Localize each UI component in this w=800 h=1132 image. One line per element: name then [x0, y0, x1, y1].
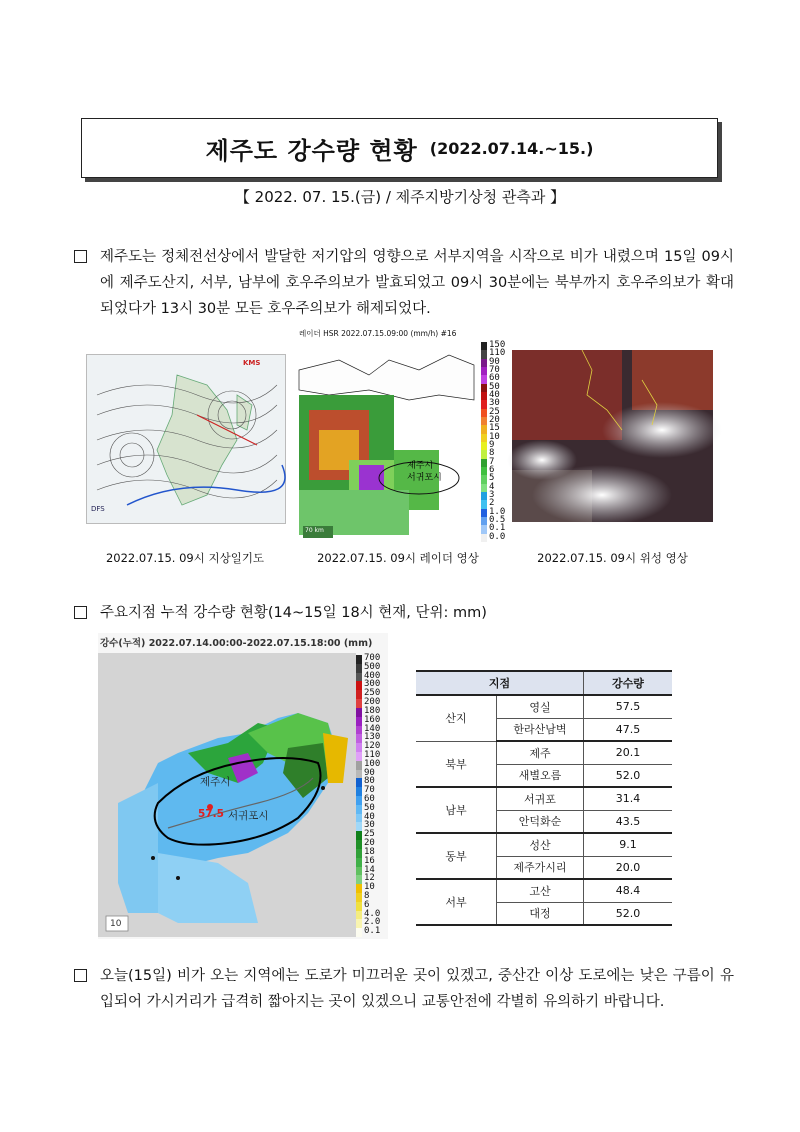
- accum-legend-swatch: [356, 814, 362, 823]
- accum-legend-swatch: [356, 778, 362, 787]
- accum-legend-swatch: [356, 840, 362, 849]
- accum-legend-label: 500: [364, 661, 381, 672]
- table-row: [416, 879, 672, 902]
- checkbox-bullet-icon: [74, 606, 87, 619]
- table-value: 48.4: [584, 879, 673, 902]
- radar-legend-label: 150: [489, 340, 506, 350]
- table-station: 대정: [497, 902, 584, 925]
- radar-legend-swatch: [481, 500, 487, 508]
- radar-legend-label: 6: [489, 465, 495, 475]
- title-period: (2022.07.14.~15.): [429, 138, 594, 158]
- table-value: 52.0: [584, 764, 673, 787]
- radar-legend-swatch: [481, 517, 487, 525]
- radar-legend-swatch: [481, 434, 487, 442]
- radar-city1: 제주시: [407, 461, 434, 471]
- radar-legend-label: 0.5: [489, 515, 506, 525]
- accum-legend-swatch: [356, 867, 362, 876]
- table-station: 제주가시리: [497, 856, 584, 879]
- accum-legend-swatch: [356, 884, 362, 893]
- accum-legend-label: 18: [364, 846, 375, 857]
- title-main: 제주도 강수량 현황: [205, 136, 418, 165]
- radar-legend-swatch: [481, 375, 487, 383]
- radar-legend-label: 15: [489, 423, 500, 434]
- accum-legend-label: 110: [364, 749, 381, 760]
- table-region: 동부: [416, 833, 497, 879]
- table-value: 47.5: [584, 718, 673, 741]
- accum-legend-swatch: [356, 761, 362, 770]
- accum-legend: [356, 655, 388, 937]
- accum-legend-swatch: [356, 893, 362, 902]
- weather-map-graphic: [87, 355, 285, 523]
- radar-legend-swatch: [481, 484, 487, 492]
- radar-legend-label: 0.0: [489, 531, 506, 542]
- table-region: 서부: [416, 879, 497, 925]
- radar-legend-swatch: [481, 409, 487, 417]
- radar-legend-swatch: [481, 367, 487, 375]
- accum-legend-swatch: [356, 664, 362, 673]
- rainfall-table: [416, 670, 672, 926]
- radar-legend: [481, 340, 506, 542]
- radar-legend-label: 1.0: [489, 506, 506, 517]
- radar-graphic: [299, 340, 479, 544]
- accum-legend-swatch: [356, 708, 362, 717]
- weather-map-image: [86, 354, 286, 524]
- table-region: 산지: [416, 695, 497, 741]
- page-title: [82, 119, 717, 177]
- accum-legend-label: 700: [364, 653, 381, 663]
- table-station: 새별오름: [497, 764, 584, 787]
- accum-legend-label: 16: [364, 855, 375, 866]
- accum-legend-label: 100: [364, 758, 381, 769]
- accum-legend-label: 250: [364, 688, 381, 699]
- paragraph-2-text: 오늘(15일) 비가 오는 지역에는 도로가 미끄러운 곳이 있겠고, 중산간 이상 도로에는 낮은 구름이 유입되어 가시거리가 급격히 짧아지는 곳이 있겠으니 교통안전에 각별히 유의하기 바랍니다.: [100, 968, 734, 1010]
- section-2-heading: [74, 600, 734, 626]
- table-value: 9.1: [584, 833, 673, 856]
- table-station: 한라산남벽: [497, 718, 584, 741]
- accum-legend-label: 50: [364, 802, 375, 813]
- table-station: 고산: [497, 879, 584, 902]
- accum-legend-label: 70: [364, 785, 375, 796]
- radar-city2: 서귀포시: [407, 473, 442, 483]
- accum-legend-label: 130: [364, 732, 381, 743]
- radar-legend-swatch: [481, 475, 487, 483]
- radar-legend-swatch: [481, 442, 487, 450]
- rainfall-table-wrap: [416, 670, 672, 926]
- accum-city1: 제주시: [200, 776, 231, 788]
- accum-legend-swatch: [356, 726, 362, 735]
- title-box: [81, 118, 718, 178]
- radar-legend-swatch: [481, 359, 487, 367]
- accum-legend-swatch: [356, 849, 362, 858]
- radar-legend-label: 9: [489, 440, 495, 450]
- accum-legend-swatch: [356, 673, 362, 682]
- accum-legend-swatch: [356, 690, 362, 699]
- radar-legend-swatch: [481, 492, 487, 500]
- weather-map-label-dfs: DFS: [91, 505, 105, 513]
- radar-legend-swatch: [481, 459, 487, 467]
- radar-legend-swatch: [481, 417, 487, 425]
- accum-legend-label: 80: [364, 776, 375, 787]
- table-row: [416, 787, 672, 810]
- table-value: 57.5: [584, 695, 673, 718]
- radar-legend-label: 110: [489, 348, 506, 359]
- table-row: [416, 833, 672, 856]
- radar-legend-swatch: [481, 400, 487, 408]
- accum-city2: 서귀포시: [228, 810, 269, 822]
- accum-legend-swatch: [356, 681, 362, 690]
- accum-legend-label: 60: [364, 794, 375, 804]
- table-station: 제주: [497, 741, 584, 764]
- radar-legend-label: 3: [489, 490, 495, 500]
- accum-legend-label: 40: [364, 811, 375, 822]
- radar-legend-label: 2: [489, 498, 495, 509]
- radar-legend-label: 7: [489, 456, 495, 467]
- accum-legend-swatch: [356, 875, 362, 884]
- checkbox-bullet-icon: [74, 969, 87, 982]
- radar-legend-swatch: [481, 425, 487, 433]
- radar-legend-label: 40: [489, 390, 500, 400]
- radar-legend-label: 4: [489, 481, 495, 492]
- accum-max-value: 57.5: [198, 808, 224, 820]
- accum-legend-swatch: [356, 805, 362, 814]
- table-station: 영실: [497, 695, 584, 718]
- accum-legend-swatch: [356, 822, 362, 831]
- accum-legend-label: 200: [364, 697, 381, 708]
- radar-legend-label: 50: [489, 381, 500, 392]
- accum-legend-label: 25: [364, 829, 375, 840]
- accum-scale: 10: [110, 919, 122, 929]
- table-header-station: 지점: [416, 671, 584, 695]
- radar-legend-swatch: [481, 534, 487, 542]
- radar-legend-label: 0.1: [489, 523, 506, 534]
- accum-legend-label: 120: [364, 741, 381, 752]
- satellite-graphic: [512, 350, 713, 522]
- accum-legend-swatch: [356, 743, 362, 752]
- radar-legend-swatch: [481, 509, 487, 517]
- paragraph-1: [74, 244, 734, 322]
- accum-legend-label: 160: [364, 714, 381, 725]
- table-region: 북부: [416, 741, 497, 787]
- table-station: 안덕화순: [497, 810, 584, 833]
- accum-legend-swatch: [356, 699, 362, 708]
- subtitle: 【 2022. 07. 15.(금) / 제주지방기상청 관측과 】: [234, 188, 566, 206]
- radar-legend-swatch: [481, 342, 487, 350]
- radar-legend-label: 20: [489, 415, 500, 425]
- table-value: 43.5: [584, 810, 673, 833]
- radar-legend-label: 8: [489, 448, 495, 459]
- accum-legend-label: 140: [364, 723, 381, 734]
- accum-legend-label: 8: [364, 890, 370, 901]
- accum-legend-label: 4.0: [364, 908, 381, 919]
- accum-legend-label: 12: [364, 873, 375, 884]
- radar-legend-label: 5: [489, 473, 495, 484]
- accum-legend-swatch: [356, 902, 362, 911]
- accum-legend-swatch: [356, 911, 362, 920]
- radar-legend-label: 60: [489, 373, 500, 384]
- accum-legend-swatch: [356, 770, 362, 779]
- table-value: 20.1: [584, 741, 673, 764]
- checkbox-bullet-icon: [74, 250, 87, 263]
- satellite-caption: 2022.07.15. 09시 위성 영상: [537, 551, 688, 565]
- accum-legend-label: 180: [364, 705, 381, 716]
- accum-legend-swatch: [356, 717, 362, 726]
- accum-legend-swatch: [356, 734, 362, 743]
- accum-legend-swatch: [356, 831, 362, 840]
- table-station: 성산: [497, 833, 584, 856]
- radar-legend-swatch: [481, 392, 487, 400]
- accum-legend-label: 10: [364, 882, 375, 893]
- table-value: 52.0: [584, 902, 673, 925]
- accum-header: 강수(누적) 2022.07.14.00:00-2022.07.15.18:00 (mm): [100, 638, 373, 649]
- radar-image: [299, 328, 506, 544]
- paragraph-2: [74, 963, 734, 1015]
- accum-legend-label: 14: [364, 864, 375, 875]
- accum-legend-label: 90: [364, 767, 375, 778]
- accumulation-map: [98, 633, 388, 939]
- radar-legend-label: 10: [489, 431, 500, 442]
- accum-legend-label: 400: [364, 670, 381, 681]
- satellite-image: [512, 350, 713, 522]
- accum-legend-swatch: [356, 919, 362, 928]
- radar-legend-swatch: [481, 450, 487, 458]
- accum-legend-swatch: [356, 858, 362, 867]
- radar-legend-label: 25: [489, 406, 500, 417]
- table-region: 남부: [416, 787, 497, 833]
- accum-legend-swatch: [356, 655, 362, 664]
- table-value: 31.4: [584, 787, 673, 810]
- accum-legend-swatch: [356, 796, 362, 805]
- radar-legend-swatch: [481, 525, 487, 533]
- section-2-heading-text: 주요지점 누적 강수량 현황(14~15일 18시 현재, 단위: mm): [100, 605, 487, 621]
- table-value: 20.0: [584, 856, 673, 879]
- accum-legend-label: 20: [364, 838, 375, 849]
- accum-legend-label: 6: [364, 899, 370, 910]
- accum-legend-label: 30: [364, 820, 375, 831]
- radar-legend-swatch: [481, 467, 487, 475]
- table-station: 서귀포: [497, 787, 584, 810]
- radar-header: 레이더 HSR 2022.07.15.09:00 (mm/h) #16: [299, 329, 457, 338]
- accum-legend-label: 0.1: [364, 926, 381, 937]
- radar-legend-label: 30: [489, 398, 500, 409]
- accum-graphic: [98, 653, 356, 937]
- accum-legend-label: 300: [364, 679, 381, 690]
- radar-legend-label: 70: [489, 365, 500, 375]
- accum-legend-label: 2.0: [364, 917, 381, 928]
- accum-legend-swatch: [356, 752, 362, 761]
- weather-map-caption: 2022.07.15. 09시 지상일기도: [105, 551, 265, 565]
- table-header-value: 강수량: [584, 671, 673, 695]
- radar-scale: 70 km: [305, 527, 324, 534]
- radar-legend-label: 90: [489, 356, 500, 367]
- radar-caption: 2022.07.15. 09시 레이더 영상: [317, 551, 479, 565]
- accum-legend-swatch: [356, 787, 362, 796]
- accum-legend-swatch: [356, 928, 362, 937]
- table-row: [416, 741, 672, 764]
- paragraph-1-text: 제주도는 정체전선상에서 발달한 저기압의 영향으로 서부지역을 시작으로 비가 내렸으며 15일 09시에 제주도산지, 서부, 남부에 호우주의보가 발효되었고 09시 30분에는 북부까지 호우주의보가 확대되었다가 13시 30분 모든 호우주의보가 해제되었다.: [100, 249, 734, 317]
- weather-map-label: KMS: [243, 359, 261, 367]
- table-row: [416, 695, 672, 718]
- radar-legend-swatch: [481, 384, 487, 392]
- radar-legend-swatch: [481, 350, 487, 358]
